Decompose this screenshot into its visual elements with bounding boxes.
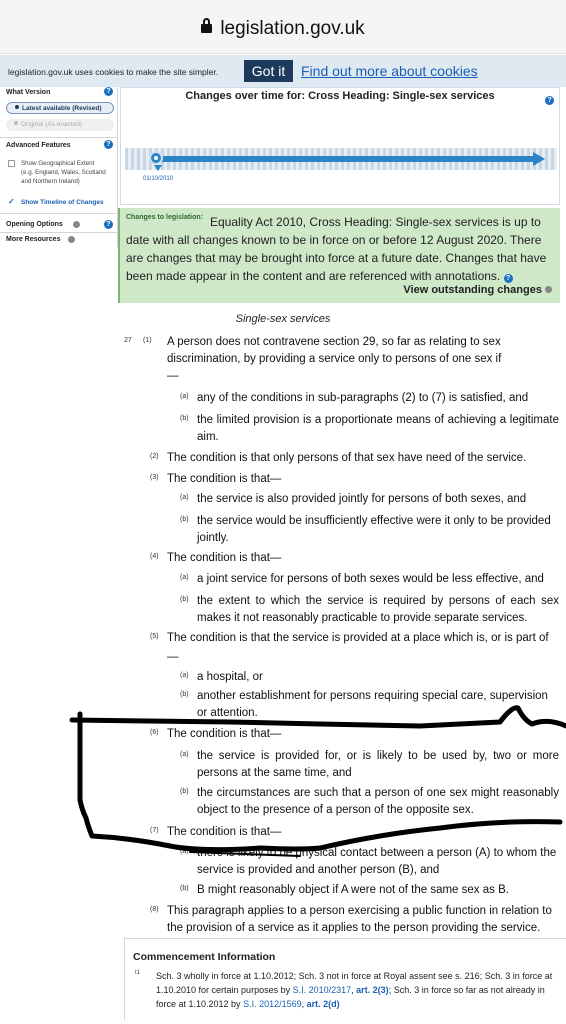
item-number: (a) (180, 494, 189, 501)
item-number: (4) (150, 553, 159, 560)
item-number: (7) (150, 827, 159, 834)
si-2010-2317-link[interactable]: S.I. 2010/2317 (292, 985, 352, 995)
item-number: (2) (150, 453, 159, 460)
changes-label: Changes to legislation: (126, 214, 204, 221)
paragraph-number: 27 (124, 337, 132, 344)
item-number: (a) (180, 751, 189, 758)
changes-text-content: Equality Act 2010, Cross Heading: Single-sex services is up to date with all changes known to be in force on or before 12 August 2020. There are changes that may be brought into force at a future date. Changes that have been made appear in the content and are referenced with annotations. (126, 215, 547, 283)
commencement-info-box (124, 938, 566, 1020)
help-icon[interactable]: ? (545, 96, 554, 105)
item-number: (b) (180, 788, 189, 795)
item-text: The condition is that— (167, 728, 282, 740)
item-text: the service is provided for, or is likely to be used by, two or more persons at the same time, and (197, 750, 559, 779)
item-text: the extent to which the service is required by persons of each sex makes it not reasonably practicable to provide separate services. (197, 595, 559, 624)
lock-icon (201, 24, 212, 33)
item-text: — (167, 370, 179, 382)
timeline-track[interactable] (125, 148, 557, 170)
commencement-text-part: ; Sch. 3 in force so far as not already in force at 1.10.2012 by (156, 985, 545, 1009)
item-number: (8) (150, 906, 159, 913)
item-text: the service would be insufficiently effective were it only to be provided jointly. (197, 515, 551, 544)
timeline-bar (155, 156, 535, 162)
item-number: (b) (180, 415, 189, 422)
item-text: another establishment for persons requiring special care, supervision or attention. (197, 690, 548, 719)
item-number: (b) (180, 885, 189, 892)
art-2-3-link[interactable]: art. 2(3) (356, 985, 389, 995)
timeline-marker[interactable] (149, 151, 163, 165)
got-it-button[interactable]: Got it (244, 60, 293, 82)
item-number: (b) (180, 516, 189, 523)
cookie-banner (0, 55, 566, 87)
item-number: (b) (180, 596, 189, 603)
latest-version-button[interactable] (6, 102, 114, 114)
expand-icon[interactable] (73, 221, 80, 228)
geo-extent-line: Show Geographical Extent (21, 160, 95, 167)
timeline-panel (120, 87, 560, 205)
help-icon[interactable]: ? (104, 220, 113, 229)
expand-icon[interactable] (68, 236, 75, 243)
opening-options-toggle[interactable]: Opening Options (6, 221, 63, 228)
geo-extent-line: and Northern Ireland) (21, 178, 80, 185)
help-icon[interactable]: ? (104, 140, 113, 149)
item-number: (a) (180, 848, 189, 855)
view-outstanding-changes-link[interactable] (403, 284, 552, 296)
item-number: (a) (180, 672, 189, 679)
help-icon[interactable]: ? (104, 87, 113, 96)
timeline-arrow-icon (533, 152, 545, 166)
cookie-message: legislation.gov.uk uses cookies to make the site simpler. (8, 67, 219, 77)
marker-pointer-icon (154, 165, 162, 171)
item-text: a hospital, or (197, 671, 263, 683)
art-2-d-link[interactable]: art. 2(d) (306, 999, 340, 1009)
bullet-icon (14, 121, 18, 125)
original-version-button[interactable] (6, 119, 114, 131)
view-outstanding-label: View outstanding changes (403, 284, 542, 296)
item-text: the limited provision is a proportionate means of achieving a legitimate aim. (197, 414, 559, 443)
address-host[interactable] (0, 18, 566, 40)
help-icon[interactable]: ? (504, 274, 513, 283)
divider (0, 232, 118, 233)
item-number: (a) (180, 393, 189, 400)
item-text: The condition is that— (167, 826, 282, 838)
separator: , (301, 999, 307, 1009)
left-sidebar (0, 87, 118, 247)
item-text: — (167, 651, 179, 663)
item-text: This paragraph applies to a person exercising a public function in relation to the provision of a service as it applies to the person providing the service. (167, 905, 552, 934)
item-text: The condition is that— (167, 552, 282, 564)
separator: , (351, 985, 357, 995)
advanced-features-heading: Advanced Features (6, 142, 71, 149)
annotation-number: I1 (135, 970, 141, 976)
timeline-toggle-link[interactable]: Show Timeline of Changes (21, 199, 104, 206)
item-text: any of the conditions in sub-paragraphs (2) to (7) is satisfied, and (197, 392, 529, 404)
latest-version-label: Latest available (Revised) (22, 105, 102, 112)
browser-address-bar[interactable] (0, 0, 566, 54)
divider (0, 137, 118, 138)
section-heading: Single-sex services (235, 313, 331, 325)
checkmark-icon: ✓ (8, 197, 15, 206)
item-text: A person does not contravene section 29, so far as relating to sex discrimination, by providing a service only to persons of one sex if (167, 336, 502, 365)
geo-extent-checkbox[interactable] (8, 160, 15, 167)
item-number: (b) (180, 691, 189, 698)
changes-notice (118, 208, 560, 303)
bullet-icon (15, 105, 19, 109)
commencement-text (156, 969, 561, 1011)
more-resources-toggle[interactable]: More Resources (6, 236, 61, 243)
item-number: (3) (150, 474, 159, 481)
item-text: The condition is that— (167, 473, 282, 485)
item-text: The condition is that the service is provided at a place which is, or is part of (167, 632, 549, 644)
item-number: (a) (180, 574, 189, 581)
original-version-label: Original (As enacted) (21, 121, 83, 128)
item-text: the circumstances are such that a person of one sex might reasonably object to the presence of a person of the opposite sex. (197, 787, 559, 816)
geo-extent-label (21, 159, 106, 186)
timeline-date-link[interactable]: 01/10/2010 (143, 176, 174, 182)
item-text: The condition is that only persons of that sex have need of the service. (167, 452, 527, 464)
item-text: there is likely to be physical contact between a person (A) to whom the service is provided and another person (B), and (197, 847, 557, 876)
geo-extent-line: (e.g. England, Wales, Scotland (21, 169, 106, 176)
item-text: the service is also provided jointly for persons of both sexes, and (197, 493, 527, 505)
commencement-title: Commencement Information (133, 951, 276, 963)
item-number: (6) (150, 729, 159, 736)
si-2012-1569-link[interactable]: S.I. 2012/1569 (243, 999, 302, 1009)
timeline-title: Changes over time for: Cross Heading: Single-sex services (185, 90, 495, 102)
host-text: legislation.gov.uk (220, 18, 365, 39)
divider (0, 213, 118, 214)
expand-icon (545, 286, 552, 293)
item-text: B might reasonably object if A were not of the same sex as B. (197, 884, 509, 896)
item-text: a joint service for persons of both sexes would be less effective, and (197, 573, 544, 585)
commencement-text-part: Sch. 3 wholly in force at 1.10.2012; Sch. 3 not in force at Royal assent see s. 216; Sch. 3 in force at 1.10.2010 for certain purposes by (156, 971, 553, 995)
changes-text (126, 213, 558, 285)
cookie-info-link[interactable]: Find out more about cookies (301, 63, 478, 79)
what-version-heading: What Version (6, 89, 51, 96)
item-number: (5) (150, 633, 159, 640)
item-number: (1) (143, 337, 152, 344)
